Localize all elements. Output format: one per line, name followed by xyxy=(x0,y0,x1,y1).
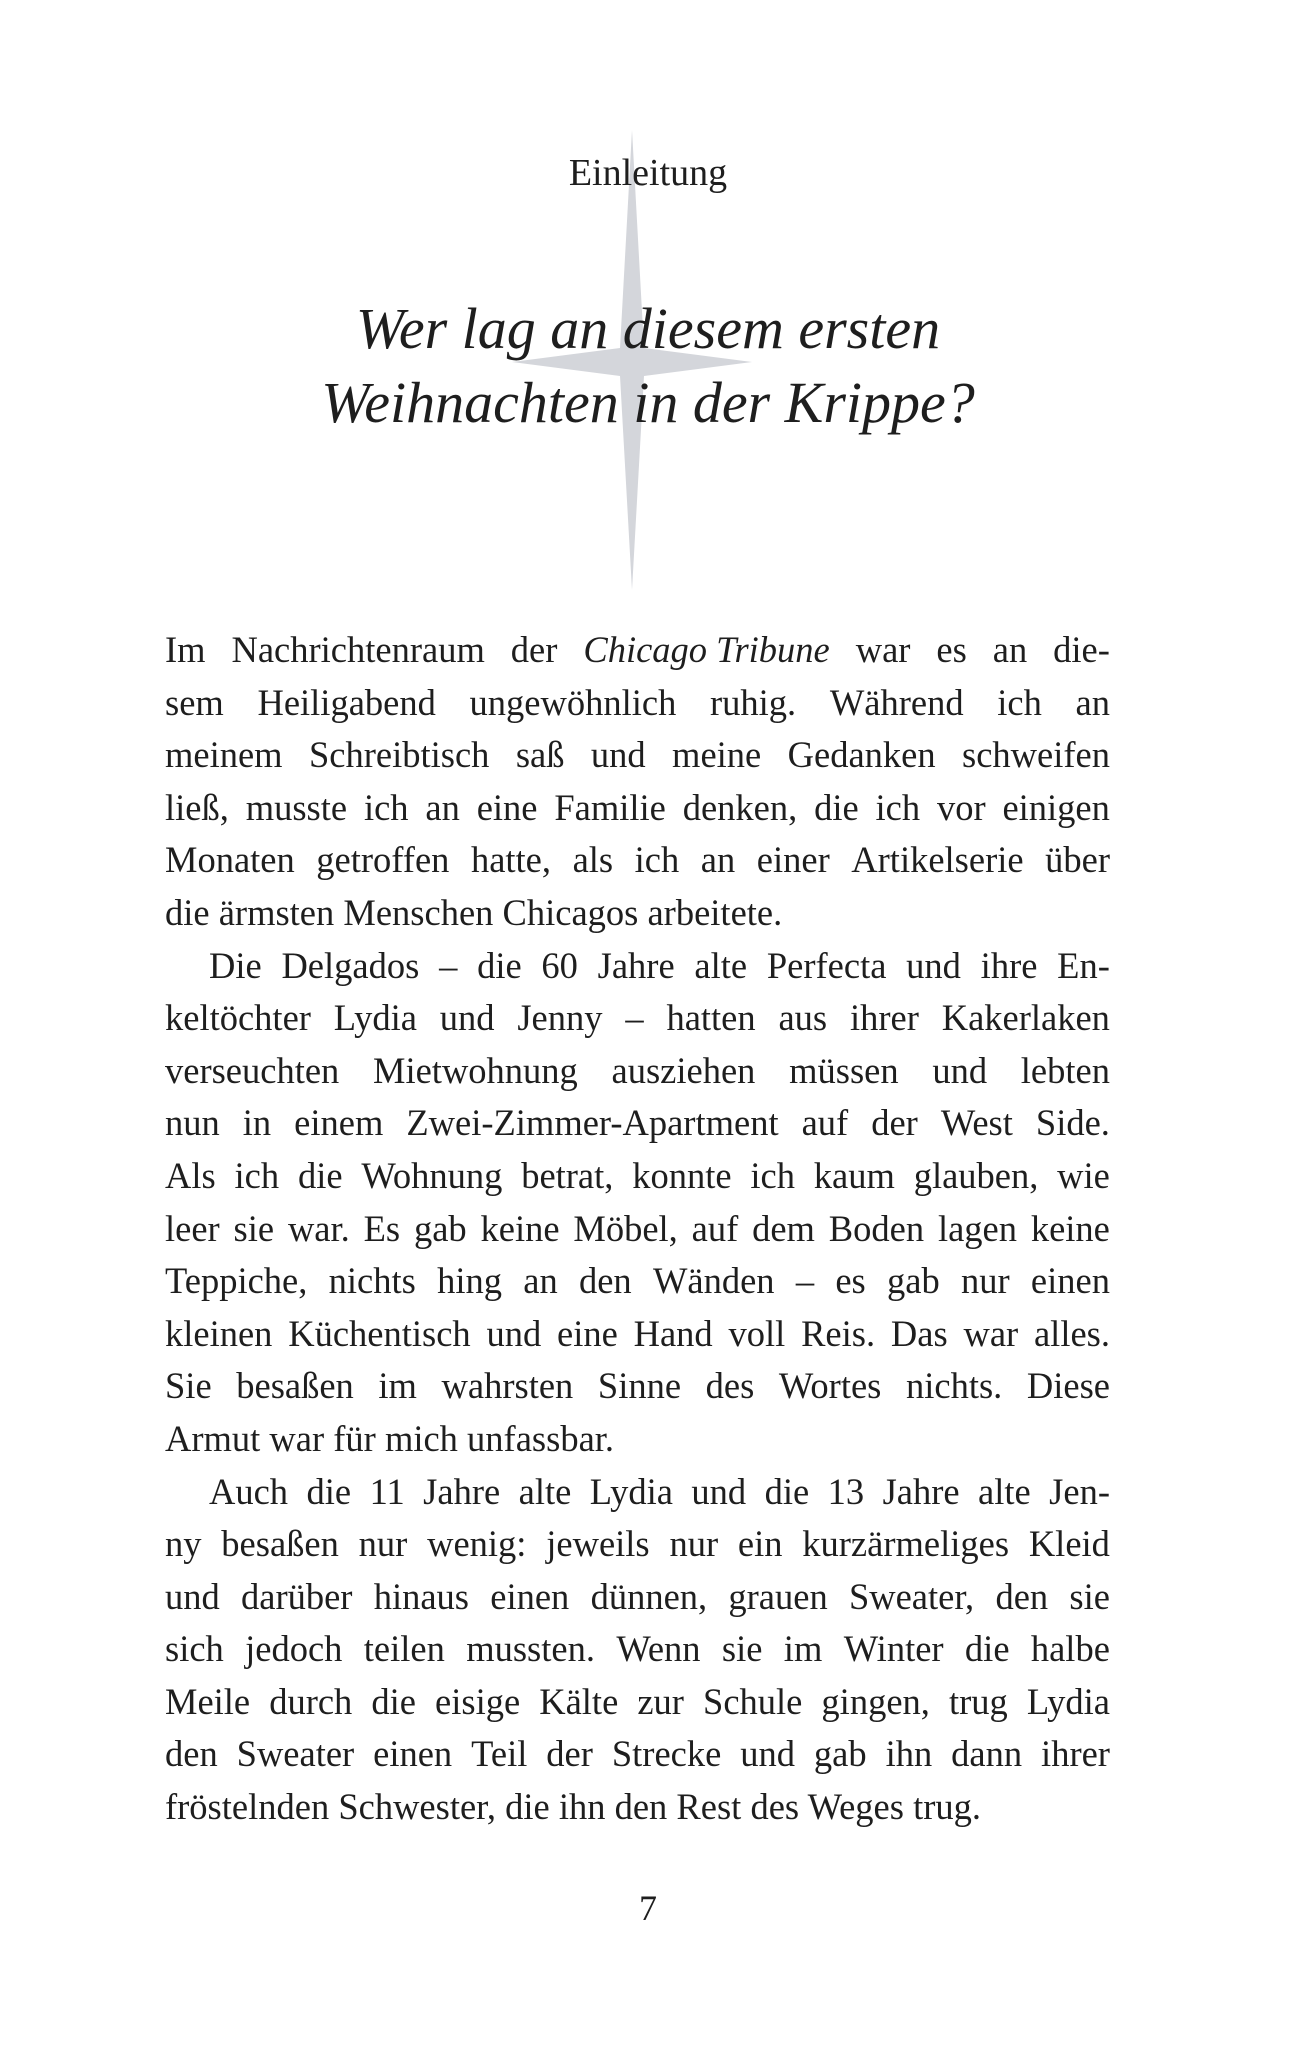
word: Das xyxy=(890,1312,948,1354)
text-line-last: fröstelnden Schwester, die ihn den Rest des Weges trug. xyxy=(165,1786,981,1828)
word: und xyxy=(590,734,646,776)
word: Lydia xyxy=(333,997,417,1039)
word: in xyxy=(242,1102,272,1144)
word: Während xyxy=(829,681,964,723)
word: keltöchter xyxy=(165,997,311,1039)
text-line-last: die ärmsten Menschen Chicagos arbeitete. xyxy=(165,891,783,933)
word: Heiligabend xyxy=(257,681,436,723)
word: Boden xyxy=(828,1207,925,1249)
word: eisige xyxy=(435,1680,521,1722)
word: Zwei-Zimmer-Apartment xyxy=(406,1102,779,1144)
word: Wortes xyxy=(778,1365,882,1407)
word: ausziehen xyxy=(611,1049,756,1091)
word: ich xyxy=(750,1154,795,1196)
word: müssen xyxy=(789,1049,899,1091)
word: Strecke xyxy=(611,1733,722,1775)
word: die xyxy=(371,1680,416,1722)
word: hatten xyxy=(666,997,756,1039)
word: saß xyxy=(515,734,565,776)
word: Sweater, xyxy=(848,1575,975,1617)
word: lagen xyxy=(937,1207,1017,1249)
word: den xyxy=(165,1733,218,1775)
word: voll xyxy=(728,1312,786,1354)
word: meinem xyxy=(165,734,283,776)
word: eine xyxy=(557,1312,618,1354)
word: darüber xyxy=(241,1575,353,1617)
word: an xyxy=(425,786,460,828)
word: hinaus xyxy=(373,1575,470,1617)
word: ihrer xyxy=(849,997,919,1039)
text-line xyxy=(165,1466,1110,1519)
word: und xyxy=(165,1575,220,1617)
word: war xyxy=(855,629,911,670)
word: ihre xyxy=(980,944,1038,986)
word: eine xyxy=(476,786,538,828)
word: die xyxy=(964,1628,1010,1670)
word: Side. xyxy=(1035,1102,1110,1144)
word: nun xyxy=(165,1102,220,1144)
word: Chicago Tribune xyxy=(583,629,830,670)
body-text xyxy=(165,624,1110,1834)
word: Familie xyxy=(554,786,666,828)
word: sich xyxy=(165,1628,224,1670)
word: – xyxy=(625,997,644,1039)
word: nichts. xyxy=(905,1365,1003,1407)
word: sie xyxy=(1069,1575,1110,1617)
text-line xyxy=(165,1150,1110,1203)
word: Auch xyxy=(209,1470,289,1512)
word: Jenny xyxy=(517,997,603,1039)
word: Lydia xyxy=(589,1470,673,1512)
word: grauen xyxy=(728,1575,828,1617)
word: besaßen xyxy=(236,1365,354,1407)
word: dann xyxy=(951,1733,1023,1775)
word: die xyxy=(814,786,859,828)
word: hing xyxy=(437,1260,502,1302)
word: der xyxy=(871,1102,918,1144)
word: auf xyxy=(801,1102,849,1144)
paragraph xyxy=(165,624,1110,940)
text-line xyxy=(165,677,1110,730)
word: die xyxy=(306,1470,352,1512)
text-line xyxy=(165,1360,1110,1413)
word: Jen- xyxy=(1049,1470,1110,1512)
word: des xyxy=(705,1365,755,1407)
word: Diese xyxy=(1026,1365,1110,1407)
word: kaum xyxy=(813,1154,895,1196)
word: im xyxy=(378,1365,417,1407)
word: Reis. xyxy=(801,1312,876,1354)
word: Wenn xyxy=(616,1628,701,1670)
word: nur xyxy=(960,1260,1010,1302)
word: Wänden xyxy=(652,1260,775,1302)
text-line xyxy=(165,624,1110,677)
word: die xyxy=(297,1154,343,1196)
word: teilen xyxy=(363,1628,445,1670)
word: ich xyxy=(363,786,409,828)
word: den xyxy=(578,1260,632,1302)
word: und xyxy=(486,1312,542,1354)
word: konnte xyxy=(632,1154,732,1196)
word: keine xyxy=(1030,1207,1110,1249)
word: Sie xyxy=(165,1365,212,1407)
word: vor xyxy=(936,786,986,828)
word: Kleid xyxy=(1028,1523,1110,1565)
word: Lydia xyxy=(1026,1680,1110,1722)
word: aus xyxy=(778,997,828,1039)
chapter-kicker: Einleitung xyxy=(568,152,728,194)
chapter-title-line-1: Wer lag an diesem ersten xyxy=(355,296,941,361)
word: Als xyxy=(165,1154,216,1196)
word: alte xyxy=(694,944,748,986)
word: halbe xyxy=(1030,1628,1110,1670)
word: Gedanken xyxy=(787,734,936,776)
word: ich xyxy=(234,1154,280,1196)
text-line xyxy=(165,1097,1110,1150)
word: einen xyxy=(373,1733,453,1775)
text-line xyxy=(165,729,1110,782)
word: Es xyxy=(363,1207,401,1249)
word: musste xyxy=(245,786,348,828)
word: alles. xyxy=(1033,1312,1110,1354)
word: verseuchten xyxy=(165,1049,340,1091)
word: als xyxy=(572,839,614,881)
word: ruhig. xyxy=(710,681,797,723)
word: ich xyxy=(634,839,680,881)
chapter-title-line-2: Weihnachten in der Krippe? xyxy=(321,370,975,435)
word: West xyxy=(940,1102,1013,1144)
word: 13 xyxy=(827,1470,865,1512)
paragraph xyxy=(165,940,1110,1466)
word: betrat, xyxy=(521,1154,614,1196)
text-line-last: Armut war für mich unfassbar. xyxy=(165,1417,615,1459)
word: 11 xyxy=(369,1470,405,1512)
paragraph xyxy=(165,1466,1110,1834)
word: ließ, xyxy=(165,786,229,828)
word: über xyxy=(1045,839,1110,881)
text-line xyxy=(165,1676,1110,1729)
word: getroffen xyxy=(316,839,450,881)
word: jedoch xyxy=(245,1628,343,1670)
word: und xyxy=(740,1733,795,1775)
word: Monaten xyxy=(165,839,295,881)
word: lebten xyxy=(1020,1049,1110,1091)
word: sie xyxy=(233,1207,275,1249)
word: nichts xyxy=(328,1260,416,1302)
word: Schreibtisch xyxy=(308,734,490,776)
word: glauben, xyxy=(913,1154,1039,1196)
word: wenig: xyxy=(427,1523,527,1565)
word: Sinne xyxy=(597,1365,682,1407)
text-line xyxy=(165,1255,1110,1308)
chapter-title xyxy=(0,292,1296,440)
word: schweifen xyxy=(962,734,1110,776)
word: denken, xyxy=(682,786,798,828)
word: Wohnung xyxy=(361,1154,503,1196)
word: besaßen xyxy=(221,1523,339,1565)
word: gab xyxy=(887,1260,940,1302)
word: hatte, xyxy=(470,839,552,881)
word: ihn xyxy=(885,1733,933,1775)
word: an xyxy=(992,629,1028,670)
word: an xyxy=(523,1260,558,1302)
word: und xyxy=(691,1470,747,1512)
word: den xyxy=(995,1575,1049,1617)
word: ihrer xyxy=(1041,1733,1110,1775)
word: der xyxy=(510,629,558,670)
text-line xyxy=(165,1518,1110,1571)
text-line xyxy=(165,1623,1110,1676)
word: Teil xyxy=(471,1733,528,1775)
word: 60 xyxy=(541,944,578,986)
word: Mietwohnung xyxy=(373,1049,578,1091)
word: es xyxy=(835,1260,866,1302)
word: war. xyxy=(287,1207,350,1249)
word: es xyxy=(936,629,967,670)
word: dünnen, xyxy=(590,1575,708,1617)
page-number: 7 xyxy=(639,1888,657,1928)
word: Sweater xyxy=(236,1733,355,1775)
word: alte xyxy=(978,1470,1031,1512)
word: gingen, xyxy=(821,1680,930,1722)
word: – xyxy=(795,1260,815,1302)
word: wie xyxy=(1057,1154,1110,1196)
word: Kakerlaken xyxy=(941,997,1110,1039)
word: Meile xyxy=(165,1680,251,1722)
word: Teppiche, xyxy=(165,1260,308,1302)
word: Im xyxy=(165,629,206,670)
word: Küchentisch xyxy=(288,1312,471,1354)
word: durch xyxy=(269,1680,353,1722)
word: im xyxy=(783,1628,823,1670)
word: einem xyxy=(294,1102,384,1144)
word: Hand xyxy=(633,1312,713,1354)
text-line xyxy=(165,1728,1110,1781)
word: En- xyxy=(1057,944,1110,986)
word: einer xyxy=(756,839,830,881)
word: ich xyxy=(997,681,1042,723)
word: Schule xyxy=(703,1680,803,1722)
word: gab xyxy=(813,1733,867,1775)
word: – xyxy=(439,944,458,986)
word: sie xyxy=(721,1628,763,1670)
text-line xyxy=(165,834,1110,887)
word: mussten. xyxy=(466,1628,595,1670)
word: einigen xyxy=(1002,786,1110,828)
word: auf xyxy=(691,1207,739,1249)
word: war xyxy=(963,1312,1019,1354)
word: keine xyxy=(480,1207,560,1249)
word: die xyxy=(477,944,522,986)
word: Kälte xyxy=(539,1680,619,1722)
word: Delgados xyxy=(281,944,420,986)
word: Jahre xyxy=(423,1470,501,1512)
word: die xyxy=(764,1470,810,1512)
word: gab xyxy=(413,1207,467,1249)
word: Winter xyxy=(843,1628,944,1670)
word: nur xyxy=(358,1523,408,1565)
word: Nachrichtenraum xyxy=(231,629,485,670)
word: wahrsten xyxy=(441,1365,574,1407)
word: sem xyxy=(165,681,224,723)
word: ungewöhnlich xyxy=(469,681,677,723)
text-line xyxy=(165,992,1110,1045)
word: ein xyxy=(737,1523,783,1565)
word: zur xyxy=(637,1680,684,1722)
word: Möbel, xyxy=(573,1207,678,1249)
word: ich xyxy=(875,786,921,828)
word: nur xyxy=(669,1523,719,1565)
text-line xyxy=(165,1571,1110,1624)
word: trug xyxy=(948,1680,1008,1722)
word: dem xyxy=(752,1207,815,1249)
word: alte xyxy=(518,1470,572,1512)
word: an xyxy=(1075,681,1110,723)
word: Die xyxy=(209,944,262,986)
word: Artikelserie xyxy=(851,839,1024,881)
word: und xyxy=(906,944,961,986)
word: ny xyxy=(165,1523,202,1565)
word: einen xyxy=(1030,1260,1110,1302)
word: kleinen xyxy=(165,1312,273,1354)
word: leer xyxy=(165,1207,220,1249)
word: meine xyxy=(672,734,762,776)
text-line xyxy=(165,940,1110,993)
text-line xyxy=(165,1045,1110,1098)
word: Perfecta xyxy=(766,944,887,986)
word: Jahre xyxy=(597,944,675,986)
word: und xyxy=(932,1049,988,1091)
word: der xyxy=(546,1733,593,1775)
word: einen xyxy=(490,1575,570,1617)
word: die- xyxy=(1053,629,1110,670)
text-line xyxy=(165,1308,1110,1361)
text-line xyxy=(165,782,1110,835)
word: kurzärmeliges xyxy=(802,1523,1010,1565)
word: an xyxy=(700,839,736,881)
word: Jahre xyxy=(882,1470,960,1512)
word: jeweils xyxy=(546,1523,650,1565)
word: und xyxy=(439,997,495,1039)
text-line xyxy=(165,1203,1110,1256)
